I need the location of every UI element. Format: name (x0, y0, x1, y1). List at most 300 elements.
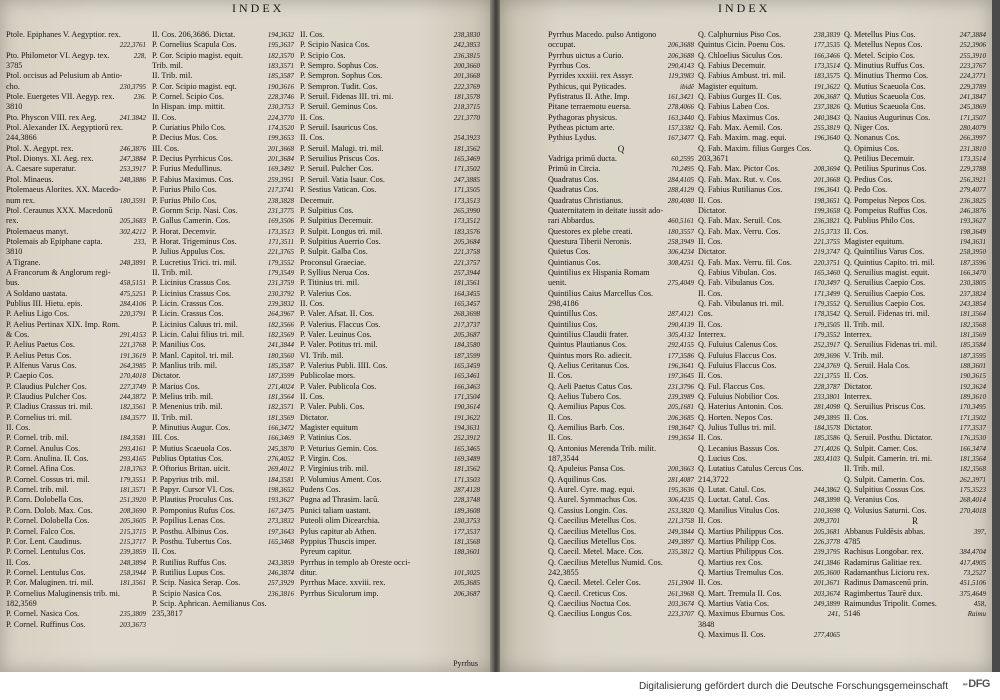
entry-reference: 255,3910 (959, 51, 986, 60)
index-entry (844, 527, 986, 537)
entry-reference: 291,4153 (119, 330, 146, 339)
index-entry (698, 392, 840, 402)
index-entry (6, 71, 146, 81)
entry-text: II. Cos. (300, 133, 325, 143)
index-entry (152, 289, 294, 299)
index-entry (698, 351, 840, 361)
entry-reference: 264,3967 (267, 310, 294, 319)
entry-text: Quintianus Cos. (548, 257, 601, 267)
index-entry (300, 444, 480, 454)
index-entry (548, 402, 694, 412)
entry-reference: 171,3499 (813, 289, 840, 298)
index-entry (844, 258, 986, 268)
index-entry (6, 113, 146, 123)
index-entry (548, 299, 694, 309)
entry-text: A Tigrane. (6, 257, 41, 267)
index-entry (844, 371, 986, 381)
entry-reference: 247,3884 (959, 31, 986, 39)
entry-text: P. Cornelius Scapula Cos. (152, 40, 237, 50)
entry-reference: 181,3564 (267, 393, 294, 402)
entry-text: Q. Fab. Max. Rut. v. Cos. (698, 174, 782, 184)
entry-reference: 237,3826 (813, 103, 840, 112)
entry-reference: 302,4212 (119, 227, 146, 236)
index-entry (6, 82, 146, 92)
index-entry (844, 61, 986, 71)
index-entry (300, 589, 480, 599)
entry-reference: 171,3502 (959, 413, 986, 422)
index-entry (6, 506, 146, 516)
index-entry (6, 516, 146, 526)
entry-reference: 181,3562 (453, 465, 480, 474)
entry-reference: 201,3684 (267, 155, 294, 164)
entry-text: Ptolemaeus manyt. (6, 226, 69, 236)
entry-text: Q. Publius Philo Cos. (844, 216, 915, 226)
entry-text: Q. Pedo Cos. (844, 185, 888, 195)
entry-reference: 165,3460 (813, 268, 840, 277)
entry-reference: 191,3622 (813, 82, 840, 91)
entry-text: Q. Julius Tullus tri. mil. (698, 423, 777, 433)
entry-reference: 417,4905 (959, 558, 986, 567)
entry-text: Quintilius ex Hispania Romam (548, 267, 650, 277)
entry-text: Ptolemaeus Alorites. XX. Macedo- (6, 185, 121, 195)
entry-reference: 195,3636 (667, 486, 694, 495)
index-entry (548, 485, 694, 495)
index-entry (548, 413, 694, 423)
entry-reference: 224,3770 (267, 113, 294, 122)
index-entry (300, 144, 480, 154)
entry-reference: 264,3985 (119, 362, 146, 370)
index-entry (844, 454, 986, 464)
entry-text: II. Cos. (844, 371, 869, 381)
index-entry (698, 527, 840, 537)
entry-text: P. Licinius Crassus Cos. (152, 288, 231, 298)
index-entry (548, 40, 694, 50)
entry-text: Puteoli olim Dicearchia. (300, 516, 380, 526)
entry-text: P. Cor. Maluginen. tri. mil. (6, 578, 94, 588)
entry-text: Q. Aemilius Barb. Cos. (548, 423, 625, 433)
entry-reference: 293,4165 (119, 455, 146, 464)
index-entry (844, 330, 986, 340)
entry-text: Quintilius Caius Marcellus Cos. (548, 288, 654, 298)
entry-reference: 200,3663 (667, 465, 694, 474)
index-entry (152, 464, 294, 474)
entry-reference: 177,3537 (959, 424, 986, 433)
index-entry (548, 444, 694, 454)
entry-text: rex. (6, 216, 19, 226)
entry-reference: 184,3580 (453, 341, 480, 350)
index-entry (152, 175, 294, 185)
entry-text: Q. Ful. Flaccus Cos. (698, 381, 765, 391)
index-entry (152, 82, 294, 92)
entry-reference: 271,4026 (813, 444, 840, 453)
index-entry (698, 82, 840, 92)
entry-reference: 181,3562 (453, 144, 480, 153)
entry-text: Publius Optatius Cos. (152, 454, 224, 464)
entry-text: Q. Mart. Tremula II. Cos. (698, 588, 782, 598)
entry-text: Q. Fab. Vibulanus Cos. (698, 278, 775, 288)
entry-text: P. Sempron. Tudit. Cos. (300, 81, 378, 91)
index-entry (300, 433, 480, 443)
entry-text: Pylus capitur ab Athen. (300, 526, 377, 536)
index-entry (300, 475, 480, 485)
entry-reference: 184,3581 (267, 475, 294, 484)
entry-text: Q. Pompeius Nepos Cos. (844, 195, 927, 205)
index-entry (548, 320, 694, 330)
entry-text: Q. Aeli Paetus Catus Cos. (548, 381, 633, 391)
index-entry (152, 340, 294, 350)
entry-text: Q. Petilius Decemuir. (844, 154, 915, 164)
entry-reference: 246,3876 (959, 206, 986, 215)
entry-reference: 205,3605 (119, 517, 146, 526)
index-entry (548, 351, 694, 361)
entry-reference: 281,4087 (667, 475, 694, 484)
entry-text: II. Cos. (698, 288, 723, 298)
index-entry (152, 71, 294, 81)
entry-text: Q. Metellus Nepos Cos. (844, 40, 923, 50)
entry-reference: 305,4132 (667, 330, 694, 339)
entry-reference: 231,3796 (667, 382, 694, 391)
entry-reference: 248,3894 (119, 558, 146, 567)
entry-text: II. Cos. (300, 30, 325, 39)
entry-text: P. Minutius Augur. Cos. (152, 423, 231, 433)
entry-text: Pythagoras physicus. (548, 112, 618, 122)
index-entry (698, 71, 840, 81)
index-entry (300, 537, 480, 547)
entry-reference: 199,3654 (667, 434, 694, 443)
index-entry (6, 258, 146, 268)
entry-text: P. Plautius Proculus Cos. (152, 495, 234, 505)
index-entry (6, 40, 146, 50)
index-entry (698, 558, 840, 568)
entry-text: Q. Pompeius Ruffus Cos. (844, 205, 928, 215)
index-entry (548, 475, 694, 485)
entry-text: P. Popilius Lenas Cos. (152, 516, 226, 526)
entry-reference: 169,3506 (267, 217, 294, 226)
entry-text: Q. Caecilius Longus Cos. (548, 609, 632, 619)
entry-reference: 188,3601 (453, 548, 480, 557)
entry-text: P. Lucretius Trici. tri. mil. (152, 257, 237, 267)
entry-reference: 206,3687 (813, 93, 840, 102)
index-entry (548, 82, 694, 92)
entry-text: Pyrrhus uictus a Curio. (548, 50, 624, 60)
entry-reference: 179,3552 (267, 258, 294, 267)
index-entry (152, 516, 294, 526)
entry-text: Pyppius Thuscis imper. (300, 536, 377, 546)
index-entry (698, 413, 840, 423)
entry-reference: 190,3614 (453, 403, 480, 412)
index-entry (6, 609, 146, 619)
index-entry (548, 185, 694, 195)
entry-text: Q. Caecilius Metellus Cos. (548, 526, 637, 536)
index-entry (300, 371, 480, 381)
entry-text: Rachisus Longobar. rex. (844, 547, 924, 557)
entry-reference: 292,4155 (667, 341, 694, 350)
index-entry (6, 464, 146, 474)
index-entry (548, 113, 694, 123)
index-entry (548, 599, 694, 609)
index-entry (6, 268, 146, 278)
index-entry (152, 258, 294, 268)
index-entry (300, 51, 480, 61)
index-entry (6, 382, 146, 392)
index-entry (844, 558, 986, 568)
entry-reference: 119,3983 (668, 72, 694, 81)
index-entry (698, 227, 840, 237)
index-entry (300, 175, 480, 185)
entry-text: Pudens Cos. (300, 485, 341, 495)
entry-text: Ptole. Epiphanes V. Aegyptior. rex. (6, 30, 121, 39)
entry-reference: 198,3652 (267, 486, 294, 495)
entry-reference: 215,3715 (119, 527, 146, 536)
index-entry (698, 464, 840, 474)
entry-text: P. Sulpit. Longus tri. mil. (300, 226, 383, 236)
entry-text: Q. Calphurnius Piso Cos. (698, 30, 782, 39)
entry-text: Interrex. (844, 329, 872, 339)
entry-text: P. Sestius Vatican. Cos. (300, 185, 377, 195)
index-entry (6, 568, 146, 578)
entry-text: 244,3866 (6, 133, 37, 143)
entry-text: Q. Seruilius Fidenas tri. mil. (844, 340, 938, 350)
entry-text: Q. Caecilius Metellus Numid. Cos. (548, 557, 663, 567)
entry-reference: 182,3571 (267, 403, 294, 412)
page-header: INDEX (232, 1, 285, 15)
entry-reference: 221,3758 (667, 517, 694, 526)
entry-text: 3785 (6, 61, 23, 71)
index-entry (844, 185, 986, 195)
entry-reference: 183,3575 (813, 72, 840, 81)
entry-reference: 249,3899 (813, 599, 840, 608)
index-entry (844, 71, 986, 81)
entry-text: Q. Lutatius Catulus Cercus Cos. (698, 464, 804, 474)
entry-reference: 262,3971 (959, 475, 986, 484)
index-entry (152, 495, 294, 505)
entry-reference: 205,1681 (667, 403, 694, 412)
entry-reference: 278,4066 (667, 103, 694, 112)
index-entry (300, 340, 480, 350)
entry-reference: 198,3651 (813, 196, 840, 205)
index-entry (152, 547, 294, 557)
index-entry (152, 589, 294, 599)
entry-reference: 166,3472 (267, 424, 294, 433)
index-entry (548, 71, 694, 81)
entry-text: Ptolemais ab Epiphane capta. (6, 236, 103, 246)
entry-reference: 245,3870 (267, 444, 294, 453)
entry-reference: 224,3769 (813, 362, 840, 370)
entry-text: Quadratus Cos. (548, 185, 599, 195)
index-entry (548, 175, 694, 185)
index-entry (6, 392, 146, 402)
index-entry (6, 558, 146, 568)
entry-text: P. Julius Appulus Cos. (152, 247, 226, 257)
entry-text: Quintilius Cos. (548, 319, 598, 329)
entry-text: Quintilius Claudii frater. (548, 329, 629, 339)
entry-reference: 190,3615 (959, 372, 986, 381)
index-entry (152, 247, 294, 257)
entry-reference: 210,3698 (813, 506, 840, 515)
index-entry (152, 164, 294, 174)
entry-reference: 181,3571 (119, 486, 146, 495)
index-entry (548, 423, 694, 433)
entry-reference: 205,3681 (813, 527, 840, 536)
index-entry (152, 527, 294, 537)
entry-reference: 251,3904 (667, 579, 694, 588)
entry-text: P. Cor. Lent. Caudinus. (6, 536, 82, 546)
index-entry (300, 309, 480, 319)
index-entry (844, 299, 986, 309)
index-entry (152, 237, 294, 247)
index-entry (6, 92, 146, 102)
entry-reference: 239,3989 (667, 393, 694, 402)
index-entry (300, 464, 480, 474)
index-entry (152, 102, 294, 112)
entry-text: Magister equitum. (844, 236, 905, 246)
index-entry (6, 51, 146, 61)
entry-text: Q. Mutius Scaeuola Cos. (844, 102, 926, 112)
entry-reference: 163,3440 (667, 113, 694, 122)
index-entry (548, 537, 694, 547)
entry-reference: 271,4024 (267, 382, 294, 391)
entry-text: Pyrrhus Mace. xxviii. rex. (300, 578, 386, 588)
index-entry (548, 392, 694, 402)
entry-text: P. Aelius Ligo Cos. (6, 309, 70, 319)
entry-reference: 203,3674 (813, 589, 840, 598)
entry-reference: 239,3832 (267, 299, 294, 308)
index-entry (300, 133, 480, 143)
entry-text: Q. Seruil. Fidenas tri. mil. (844, 309, 930, 319)
entry-text: P. Cornel. trib. mil. (6, 433, 69, 443)
index-entry (152, 371, 294, 381)
index-entry (300, 82, 480, 92)
entry-reference: 182,3569 (267, 330, 294, 339)
entry-reference: 199,3653 (267, 134, 294, 143)
entry-text: P. Corn. Anulina. II. Cos. (6, 454, 89, 464)
entry-reference: 221,3758 (453, 248, 480, 257)
entry-reference: 206,3687 (453, 589, 480, 598)
index-entry (548, 164, 694, 174)
entry-reference: 181,3568 (453, 537, 480, 546)
entry-text: Q. Martius Vatia Cos. (698, 598, 770, 608)
index-entry (698, 30, 840, 40)
entry-text: Q. Volusius Saturni. Cos. (844, 505, 927, 515)
index-entry (152, 227, 294, 237)
entry-text: Pto. Physcon VIII. rex Aeg. (6, 112, 97, 122)
entry-text: P. Alfenus Varus Cos. (6, 361, 77, 370)
index-entry (300, 71, 480, 81)
index-entry (300, 320, 480, 330)
entry-text: Q. Lucius Cos. (698, 454, 748, 464)
entry-text: II. Cos. (698, 516, 723, 526)
entry-reference: 246,3876 (119, 144, 146, 153)
entry-reference: 249,3895 (813, 413, 840, 422)
entry-reference: 238,3839 (813, 31, 840, 39)
entry-reference: 201,3668 (453, 72, 480, 81)
entry-reference: 249,3897 (667, 537, 694, 546)
index-entry (300, 330, 480, 340)
entry-text: Q. Caecilius Metellus Cos. (548, 536, 637, 546)
entry-text: II. Cos. (698, 236, 723, 246)
index-entry (698, 630, 840, 640)
entry-text: P. Scipio Nasica Cos. (152, 588, 222, 598)
entry-text: uenit. (548, 278, 567, 288)
entry-reference: 184,3581 (119, 434, 146, 443)
entry-reference: 287,4128 (453, 486, 480, 495)
entry-text: II. Trib. mil. (152, 267, 193, 277)
entry-reference: 277,4065 (813, 630, 840, 639)
entry-text: Q. Caecilius Noctua Cos. (548, 598, 631, 608)
entry-text: P. Scip. Aphrican. Aemilianus Cos. (152, 598, 267, 608)
entry-text: P. Virginius trib. mil. (300, 464, 369, 474)
entry-reference: 229,3789 (959, 82, 986, 91)
entry-reference: 231,3810 (959, 144, 986, 153)
index-entry (152, 433, 294, 443)
entry-text: P. Seruil. Malugi. tri. mil. (300, 143, 384, 153)
index-entry (6, 175, 146, 185)
entry-text: II. Cos. (698, 319, 723, 329)
index-entry (844, 340, 986, 350)
entry-reference: 241,3846 (813, 558, 840, 567)
entry-reference: 276,4052 (267, 455, 294, 464)
entry-reference: 164,3455 (453, 289, 480, 298)
entry-reference: 177,3586 (667, 351, 694, 360)
entry-text: Ptole. Euergetes VII. Aegyp. rex. (6, 92, 115, 102)
entry-text: P. Seruil. Pulcher Cos. (300, 164, 374, 174)
entry-reference: 279,4077 (959, 186, 986, 195)
index-entry (152, 268, 294, 278)
entry-text: Pythius Lydus. (548, 133, 597, 143)
index-entry (548, 51, 694, 61)
entry-reference: 179,3551 (119, 475, 146, 484)
entry-text: 182,3569 (6, 598, 37, 608)
index-entry (698, 51, 840, 61)
entry-reference: 248,3898 (813, 496, 840, 505)
entry-reference: 179,3505 (813, 320, 840, 329)
entry-text: rari Abbardus. (548, 216, 595, 226)
entry-text: 298,4186 (548, 298, 579, 308)
index-entry (548, 289, 694, 299)
entry-reference: 206,3688 (667, 51, 694, 60)
entry-text: Q. Nauius Augurinus Cos. (844, 112, 931, 122)
entry-reference: 268,4014 (959, 496, 986, 505)
entry-reference: 209,3701 (813, 517, 840, 526)
index-entry (548, 227, 694, 237)
index-entry (844, 123, 986, 133)
index-entry (152, 330, 294, 340)
entry-text: Pyrrhus Macedo. pulso Antigono (548, 30, 657, 39)
index-entry (152, 309, 294, 319)
index-entry (698, 289, 840, 299)
entry-text: Q. Pedius Cos. (844, 174, 893, 184)
index-entry (698, 216, 840, 226)
index-entry (300, 278, 480, 288)
index-entry (6, 475, 146, 485)
entry-text: P. Valer. Afsat. II. Cos. (300, 309, 375, 319)
entry-reference: 196,3641 (813, 186, 840, 195)
index-entry (548, 30, 694, 40)
entry-reference: ibidē (680, 82, 694, 91)
entry-text: II. Cos. (698, 371, 723, 381)
index-entry (698, 475, 840, 485)
index-entry (300, 61, 480, 71)
index-entry (548, 92, 694, 102)
entry-text: P. Pomponius Rufus Cos. (152, 505, 236, 515)
entry-reference: 451,5106 (959, 579, 986, 588)
entry-text: P. Papyr. Cursor VI. Cos. (152, 485, 235, 495)
entry-reference: 170,3497 (813, 279, 840, 288)
entry-text: Questura Tiberii Neronis. (548, 236, 632, 246)
index-entry (6, 227, 146, 237)
index-entry (844, 382, 986, 392)
entry-text: Q. Veranius Cos. (844, 495, 900, 505)
